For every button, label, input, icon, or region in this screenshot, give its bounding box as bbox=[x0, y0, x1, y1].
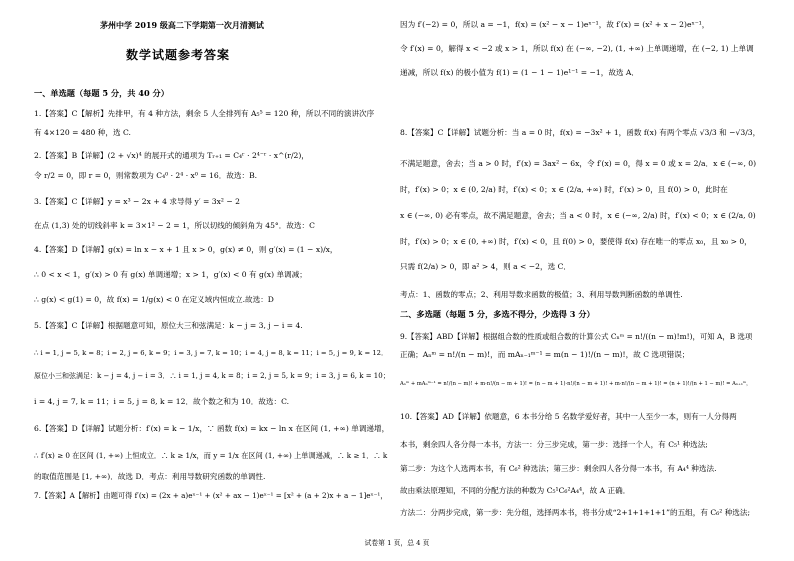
right-line-12: 9.【答案】ABD【详解】根据组合数的性质或组合数的计算公式 Cₙᵐ = n!/((n − m)!m!)，可知 A，B 选项 bbox=[400, 332, 753, 341]
left-line-14: i = 4, j = 7, k = 11；i = 5, j = 8, k = 12．故个数之和为 10．故选：C. bbox=[34, 397, 290, 406]
right-line-14: Aₙᵐ + mAₙᵐ⁻¹ = n!/(n − m)! + m·n!/(n − m + 1)! = (n − m + 1)·n!/(n − m + 1)! + m·n!/(n − m + 1)! = (n + 1)!/(n + 1 − m)! = Aₙ₊₁ᵐ， bbox=[400, 381, 752, 387]
right-line-7: x ∈ (−∞, 0) 必有零点，故不满足题意，舍去；当 a < 0 时，x ∈ (−∞, 2/a) 时，f′(x) < 0；x ∈ (2/a, 0) bbox=[400, 211, 756, 220]
right-line-11: 二、多选题（每题 5 分，多选不得分，少选得 3 分） bbox=[400, 309, 595, 319]
right-line-6: 时，f′(x) > 0；x ∈ (0, 2/a) 时，f′(x) < 0；x ∈ (2/a, +∞) 时，f′(x) > 0，且 f(0) > 0，此时在 bbox=[400, 185, 728, 194]
left-line-16: ∴ f′(x) ≥ 0 在区间 (1, +∞) 上恒成立．∴ k ≥ 1/x，而 y = 1/x 在区间 (1, +∞) 上单调递减，∴ k ≥ 1．∴ k bbox=[34, 451, 388, 460]
right-line-19: 方法二：分两步完成，第一步：先分组，选择两本书，将书分成“2+1+1+1+1”的五组，有 C₆² 种选法; bbox=[400, 508, 751, 517]
right-line-16: 本书，剩余四人各分得一本书，方法一：分三步完成，第一步：选择一个人，有 C₅¹ 种选法; bbox=[400, 440, 708, 449]
left-line-7: 在点 (1,3) 处的切线斜率 k = 3×1² − 2 = 1，所以切线的倾斜角为 45°．故选：C bbox=[34, 221, 315, 230]
right-line-9: 只需 f(2/a) > 0，即 a² > 4，则 a < −2，选 C． bbox=[400, 262, 571, 271]
left-line-8: 4.【答案】D【详解】g(x) = ln x − x + 1 且 x > 0，g(x) ≠ 0，则 g′(x) = (1 − x)/x， bbox=[34, 245, 338, 254]
left-line-2: 1.【答案】C【解析】先排甲，有 4 种方法，剩余 5 人全排列有 A₅⁵ = 120 种，所以不同的演讲次序 bbox=[34, 109, 375, 118]
right-line-18: 故由乘法原理知，不同的分配方法的种数为 C₅¹C₆²A₄⁴，故 A 正确． bbox=[400, 486, 631, 495]
left-line-13: 原位小三和弦满足：k − j = 4, j − i = 3．∴ i = 1, j = 4, k = 8；i = 2, j = 5, k = 9；i = 3, j = 6, k = 10； bbox=[34, 372, 390, 380]
right-line-10: 考点：1、函数的零点；2、利用导数求函数的极值；3、利用导数判断函数的单调性. bbox=[400, 290, 683, 299]
page-footer: 试卷第 1 页，总 4 页 bbox=[364, 539, 430, 547]
right-line-4: 8.【答案】C【详解】试题分析：当 a = 0 时，f(x) = −3x² + 1，函数 f(x) 有两个零点 √3/3 和 −√3/3， bbox=[400, 128, 761, 137]
left-line-10: ∴ g(x) < g(1) = 0，故 f(x) = 1/g(x) < 0 在定义域内恒成立.故选：D bbox=[34, 295, 274, 304]
right-line-1: 因为 f′(−2) = 0，所以 a = −1，f(x) = (x² − x − 1)eˣ⁻¹，故 f′(x) = (x² + x − 2)eˣ⁻¹， bbox=[400, 20, 710, 29]
left-line-5: 令 r/2 = 0，即 r = 0，则常数项为 C₄⁰ · 2⁴ · x⁰ = 16．故选：B. bbox=[34, 171, 258, 180]
left-line-4: 2.【答案】B【详解】(2 + √x)⁴ 的展开式的通项为 Tᵣ₊₁ = C₄ʳ · 2⁴⁻ʳ · x^(r/2)， bbox=[34, 151, 309, 160]
left-line-1: 一、单选题（每题 5 分，共 40 分） bbox=[34, 88, 169, 98]
right-line-15: 10.【答案】AD【详解】依题意，6 本书分给 5 名数学爱好者，其中一人至少一本，则有一人分得两 bbox=[400, 412, 737, 421]
school-header: 茅州中学 2019 级高二下学期第一次月清测试 bbox=[100, 20, 264, 30]
right-line-13: 正确；Aₙᵐ = n!/(n − m)!，而 mAₙ₋₁ᵐ⁻¹ = m(n − 1)!/(n − m)!，故 C 选项错误； bbox=[400, 350, 690, 359]
right-line-3: 递减，所以 f(x) 的极小值为 f(1) = (1 − 1 − 1)e¹⁻¹ = −1，故选 A． bbox=[400, 68, 640, 77]
page-title: 数学试题参考答案 bbox=[126, 48, 231, 62]
left-line-18: 7.【答案】A【解析】由题可得 f′(x) = (2x + a)eˣ⁻¹ + (x² + ax − 1)eˣ⁻¹ = [x² + (a + 2)x + a − 1]eˣ⁻¹， bbox=[34, 491, 388, 500]
right-line-8: 时，f′(x) > 0；x ∈ (0, +∞) 时，f′(x) < 0，且 f(0) > 0，要使得 f(x) 存在唯一的零点 x₀，且 x₀ > 0， bbox=[400, 237, 752, 246]
left-line-6: 3.【答案】C【详解】y = x³ − 2x + 4 求导得 y′ = 3x² − 2 bbox=[34, 197, 240, 206]
left-line-11: 5.【答案】C【详解】根据题意可知，原位大三和弦满足：k − j = 3, j − i = 4. bbox=[34, 321, 303, 330]
left-line-15: 6.【答案】D【详解】试题分析：f′(x) = k − 1/x，∵ 函数 f(x) = kx − ln x 在区间 (1, +∞) 单调递增， bbox=[34, 424, 390, 433]
left-line-12: ∴ i = 1, j = 5, k = 8；i = 2, j = 6, k = 9；i = 3, j = 7, k = 10；i = 4, j = 8, k = 11；i = 5, j = 9, k = 12． bbox=[34, 349, 388, 357]
right-line-17: 第二步：为这个人选两本书，有 C₆² 种选法；第三步：剩余四人各分得一本书，有 A₄⁴ 种选法. bbox=[400, 464, 717, 473]
right-line-5: 不满足题意，舍去；当 a > 0 时，f′(x) = 3ax² − 6x，令 f′(x) = 0，得 x = 0 或 x = 2/a．x ∈ (−∞, 0) bbox=[400, 159, 757, 168]
left-line-9: ∴ 0 < x < 1，g′(x) > 0 有 g(x) 单调递增；x > 1，g′(x) < 0 有 g(x) 单调减； bbox=[34, 270, 307, 279]
right-line-2: 令 f′(x) = 0，解得 x < −2 或 x > 1，所以 f(x) 在 (−∞, −2), (1, +∞) 上单调递增，在 (−2, 1) 上单调 bbox=[400, 44, 754, 53]
left-line-3: 有 4×120 = 480 种，选 C. bbox=[34, 128, 131, 137]
left-line-17: 的取值范围是 [1, +∞)．故选 D．考点：利用导数研究函数的单调性. bbox=[34, 472, 266, 481]
